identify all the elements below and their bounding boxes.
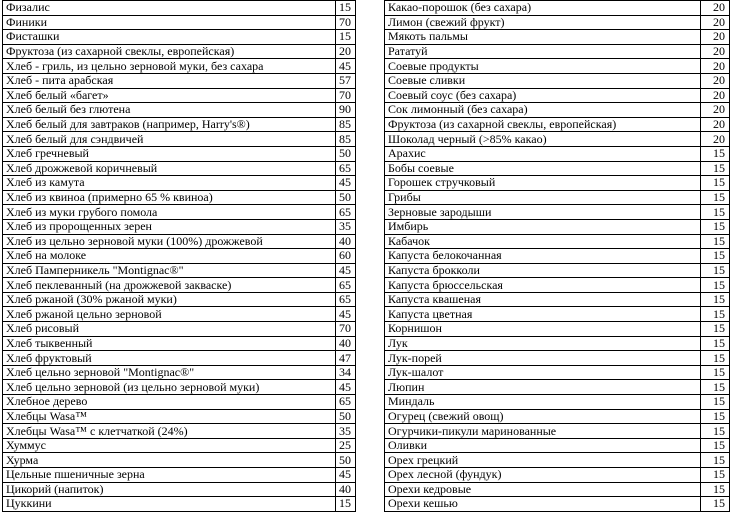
glycemic-index-cell: 15 <box>336 497 356 512</box>
glycemic-index-cell: 15 <box>701 453 730 468</box>
glycemic-index-cell: 45 <box>336 263 356 278</box>
glycemic-index-cell: 65 <box>336 278 356 293</box>
table-row <box>3 161 356 176</box>
table-row <box>3 249 356 264</box>
glycemic-index-cell: 15 <box>701 438 730 453</box>
glycemic-index-cell: 15 <box>701 395 730 410</box>
glycemic-index-cell: 15 <box>701 278 730 293</box>
product-name-cell: Хлеб пеклеванный (на дрожжевой закваске) <box>3 278 336 293</box>
table-row <box>3 190 356 205</box>
product-name-cell: Хлеб из муки грубого помола <box>3 205 336 220</box>
glycemic-index-cell: 15 <box>336 1 356 16</box>
table-row <box>385 365 730 380</box>
table-row <box>385 103 730 118</box>
table-row <box>385 453 730 468</box>
product-name-cell: Сок лимонный (без сахара) <box>385 103 701 118</box>
table-row <box>385 44 730 59</box>
glycemic-index-cell: 15 <box>701 190 730 205</box>
table-row <box>385 424 730 439</box>
product-name-cell: Фруктоза (из сахарной свеклы, европейская) <box>385 117 701 132</box>
product-name-cell: Бобы соевые <box>385 161 701 176</box>
glycemic-index-cell: 57 <box>336 73 356 88</box>
glycemic-index-cell: 65 <box>336 292 356 307</box>
glycemic-index-cell: 40 <box>336 336 356 351</box>
product-name-cell: Лук <box>385 336 701 351</box>
product-name-cell: Люпин <box>385 380 701 395</box>
glycemic-index-cell: 15 <box>701 336 730 351</box>
product-name-cell: Цикорий (напиток) <box>3 482 336 497</box>
glycemic-index-cell: 15 <box>701 219 730 234</box>
product-name-cell: Хлеб фруктовый <box>3 351 336 366</box>
glycemic-index-cell: 15 <box>701 263 730 278</box>
glycemic-index-cell: 50 <box>336 190 356 205</box>
table-row <box>385 176 730 191</box>
product-name-cell: Огурчики-пикули маринованные <box>385 424 701 439</box>
product-name-cell: Лимон (свежий фрукт) <box>385 15 701 30</box>
glycemic-index-cell: 20 <box>701 132 730 147</box>
table-row <box>3 322 356 337</box>
glycemic-index-cell: 35 <box>336 424 356 439</box>
glycemic-index-cell: 15 <box>701 176 730 191</box>
table-row <box>3 292 356 307</box>
table-row <box>385 15 730 30</box>
product-name-cell: Физалис <box>3 1 336 16</box>
product-name-cell: Цуккини <box>3 497 336 512</box>
product-name-cell: Хлеб тыквенный <box>3 336 336 351</box>
glycemic-index-cell: 15 <box>701 468 730 483</box>
product-name-cell: Хуммус <box>3 438 336 453</box>
glycemic-index-cell: 85 <box>336 132 356 147</box>
left-table-body <box>3 1 356 512</box>
product-name-cell: Хлеб - пита арабская <box>3 73 336 88</box>
table-row <box>385 307 730 322</box>
glycemic-index-cell: 15 <box>701 497 730 512</box>
glycemic-index-cell: 90 <box>336 103 356 118</box>
product-name-cell: Зерновые зародыши <box>385 205 701 220</box>
glycemic-index-cell: 65 <box>336 395 356 410</box>
product-name-cell: Хлеб из пророщенных зерен <box>3 219 336 234</box>
table-row <box>385 234 730 249</box>
product-name-cell: Хлебное дерево <box>3 395 336 410</box>
glycemic-index-cell: 20 <box>701 59 730 74</box>
table-row <box>385 30 730 45</box>
glycemic-index-cell: 35 <box>336 219 356 234</box>
product-name-cell: Капуста квашеная <box>385 292 701 307</box>
product-name-cell: Кабачок <box>385 234 701 249</box>
table-row <box>3 482 356 497</box>
product-name-cell: Хлеб белый без глютена <box>3 103 336 118</box>
glycemic-index-cell: 20 <box>701 73 730 88</box>
product-name-cell: Хлеб дрожжевой коричневый <box>3 161 336 176</box>
product-name-cell: Хлеб цельно зерновой "Montignac®" <box>3 365 336 380</box>
glycemic-index-cell: 15 <box>701 424 730 439</box>
table-row <box>3 103 356 118</box>
product-name-cell: Хлеб цельно зерновой (из цельно зерновой муки) <box>3 380 336 395</box>
product-name-cell: Хлеб ржаной (30% ржаной муки) <box>3 292 336 307</box>
product-name-cell: Хлеб гречневый <box>3 146 336 161</box>
product-name-cell: Лук-порей <box>385 351 701 366</box>
table-row <box>385 146 730 161</box>
glycemic-index-cell: 15 <box>701 482 730 497</box>
product-name-cell: Огурец (свежий овощ) <box>385 409 701 424</box>
glycemic-index-cell: 15 <box>701 322 730 337</box>
table-row <box>385 117 730 132</box>
product-name-cell: Соевые продукты <box>385 59 701 74</box>
product-name-cell: Корнишон <box>385 322 701 337</box>
product-name-cell: Грибы <box>385 190 701 205</box>
product-name-cell: Имбирь <box>385 219 701 234</box>
table-row <box>3 176 356 191</box>
glycemic-index-cell: 50 <box>336 146 356 161</box>
glycemic-index-cell: 15 <box>701 234 730 249</box>
product-name-cell: Миндаль <box>385 395 701 410</box>
table-row <box>3 219 356 234</box>
glycemic-index-cell: 45 <box>336 380 356 395</box>
table-row <box>3 132 356 147</box>
glycemic-index-cell: 20 <box>336 44 356 59</box>
table-row <box>385 73 730 88</box>
product-name-cell: Хлеб - гриль, из цельно зерновой муки, без сахара <box>3 59 336 74</box>
table-row <box>385 1 730 16</box>
glycemic-index-cell: 85 <box>336 117 356 132</box>
glycemic-index-cell: 20 <box>701 15 730 30</box>
product-name-cell: Рататуй <box>385 44 701 59</box>
product-name-cell: Капуста брюссельская <box>385 278 701 293</box>
glycemic-index-cell: 47 <box>336 351 356 366</box>
table-row <box>3 395 356 410</box>
glycemic-index-cell: 15 <box>701 365 730 380</box>
table-row <box>3 15 356 30</box>
product-name-cell: Горошек стручковый <box>385 176 701 191</box>
glycemic-index-cell: 20 <box>701 1 730 16</box>
table-row <box>3 88 356 103</box>
glycemic-index-cell: 15 <box>701 146 730 161</box>
product-name-cell: Капуста цветная <box>385 307 701 322</box>
glycemic-index-cell: 25 <box>336 438 356 453</box>
glycemic-index-cell: 20 <box>701 117 730 132</box>
table-row <box>3 438 356 453</box>
glycemic-index-cell: 15 <box>701 380 730 395</box>
table-row <box>3 365 356 380</box>
product-name-cell: Лук-шалот <box>385 365 701 380</box>
table-row <box>385 249 730 264</box>
product-name-cell: Хлеб ржаной цельно зерновой <box>3 307 336 322</box>
table-row <box>3 44 356 59</box>
table-row <box>385 497 730 512</box>
product-name-cell: Хлеб из камута <box>3 176 336 191</box>
glycemic-index-cell: 60 <box>336 249 356 264</box>
product-name-cell: Мякоть пальмы <box>385 30 701 45</box>
glycemic-index-cell: 15 <box>701 409 730 424</box>
table-row <box>385 351 730 366</box>
table-row <box>385 205 730 220</box>
table-row <box>3 351 356 366</box>
product-name-cell: Хурма <box>3 453 336 468</box>
table-row <box>3 117 356 132</box>
table-row <box>3 453 356 468</box>
glycemic-index-cell: 15 <box>701 249 730 264</box>
table-row <box>3 1 356 16</box>
glycemic-index-cell: 20 <box>701 103 730 118</box>
table-row <box>3 205 356 220</box>
glycemic-index-cell: 45 <box>336 176 356 191</box>
glycemic-index-cell: 15 <box>336 30 356 45</box>
product-name-cell: Финики <box>3 15 336 30</box>
table-row <box>385 438 730 453</box>
glycemic-index-cell: 15 <box>701 307 730 322</box>
table-row <box>385 380 730 395</box>
glycemic-index-cell: 65 <box>336 205 356 220</box>
product-name-cell: Соевый соус (без сахара) <box>385 88 701 103</box>
product-name-cell: Орехи кешью <box>385 497 701 512</box>
product-name-cell: Фисташки <box>3 30 336 45</box>
product-name-cell: Орехи кедровые <box>385 482 701 497</box>
table-row <box>385 219 730 234</box>
glycemic-index-cell: 20 <box>701 30 730 45</box>
table-row <box>385 395 730 410</box>
table-row <box>3 146 356 161</box>
table-row <box>3 30 356 45</box>
table-row <box>385 322 730 337</box>
table-row <box>385 336 730 351</box>
table-row <box>385 278 730 293</box>
product-name-cell: Какао-порошок (без сахара) <box>385 1 701 16</box>
table-row <box>3 234 356 249</box>
left-table <box>2 0 356 512</box>
product-name-cell: Цельные пшеничные зерна <box>3 468 336 483</box>
glycemic-index-cell: 20 <box>701 88 730 103</box>
glycemic-index-cell: 15 <box>701 292 730 307</box>
glycemic-index-cell: 70 <box>336 88 356 103</box>
product-name-cell: Орех грецкий <box>385 453 701 468</box>
glycemic-index-cell: 50 <box>336 409 356 424</box>
table-row <box>385 59 730 74</box>
table-row <box>3 336 356 351</box>
glycemic-index-cell: 70 <box>336 15 356 30</box>
table-row <box>385 409 730 424</box>
product-name-cell: Хлеб на молоке <box>3 249 336 264</box>
table-row <box>385 161 730 176</box>
table-row <box>3 59 356 74</box>
product-name-cell: Хлеб белый для сэндвичей <box>3 132 336 147</box>
product-name-cell: Хлеб из цельно зерновой муки (100%) дрожжевой <box>3 234 336 249</box>
table-row <box>3 263 356 278</box>
product-name-cell: Капуста брокколи <box>385 263 701 278</box>
table-row <box>385 468 730 483</box>
table-row <box>3 468 356 483</box>
glycemic-index-cell: 15 <box>701 205 730 220</box>
table-row <box>3 497 356 512</box>
product-name-cell: Орех лесной (фундук) <box>385 468 701 483</box>
right-table-body <box>385 1 730 512</box>
product-name-cell: Соевые сливки <box>385 73 701 88</box>
glycemic-index-cell: 40 <box>336 482 356 497</box>
product-name-cell: Фруктоза (из сахарной свеклы, европейская) <box>3 44 336 59</box>
table-row <box>3 380 356 395</box>
glycemic-index-cell: 34 <box>336 365 356 380</box>
product-name-cell: Оливки <box>385 438 701 453</box>
table-row <box>385 482 730 497</box>
right-table <box>384 0 730 512</box>
product-name-cell: Арахис <box>385 146 701 161</box>
table-row <box>3 278 356 293</box>
product-name-cell: Капуста белокочанная <box>385 249 701 264</box>
table-row <box>385 292 730 307</box>
glycemic-index-cell: 40 <box>336 234 356 249</box>
table-row <box>385 263 730 278</box>
glycemic-index-cell: 65 <box>336 161 356 176</box>
table-row <box>3 73 356 88</box>
product-name-cell: Хлеб белый «багет» <box>3 88 336 103</box>
product-name-cell: Хлеб из квиноа (примерно 65 % квиноа) <box>3 190 336 205</box>
product-name-cell: Шоколад черный (>85% какао) <box>385 132 701 147</box>
product-name-cell: Хлеб белый для завтраков (например, Harry's®) <box>3 117 336 132</box>
glycemic-index-cell: 70 <box>336 322 356 337</box>
table-row <box>385 190 730 205</box>
glycemic-index-cell: 45 <box>336 307 356 322</box>
glycemic-index-cell: 15 <box>701 351 730 366</box>
product-name-cell: Хлеб рисовый <box>3 322 336 337</box>
glycemic-index-cell: 45 <box>336 468 356 483</box>
table-row <box>3 409 356 424</box>
product-name-cell: Хлебцы Wasa™ <box>3 409 336 424</box>
table-row <box>385 88 730 103</box>
table-row <box>385 132 730 147</box>
table-row <box>3 424 356 439</box>
glycemic-index-cell: 15 <box>701 161 730 176</box>
glycemic-index-cell: 45 <box>336 59 356 74</box>
table-row <box>3 307 356 322</box>
product-name-cell: Хлебцы Wasa™ с клетчаткой (24%) <box>3 424 336 439</box>
product-name-cell: Хлеб Памперникель "Montignac®" <box>3 263 336 278</box>
glycemic-index-cell: 50 <box>336 453 356 468</box>
glycemic-index-cell: 20 <box>701 44 730 59</box>
